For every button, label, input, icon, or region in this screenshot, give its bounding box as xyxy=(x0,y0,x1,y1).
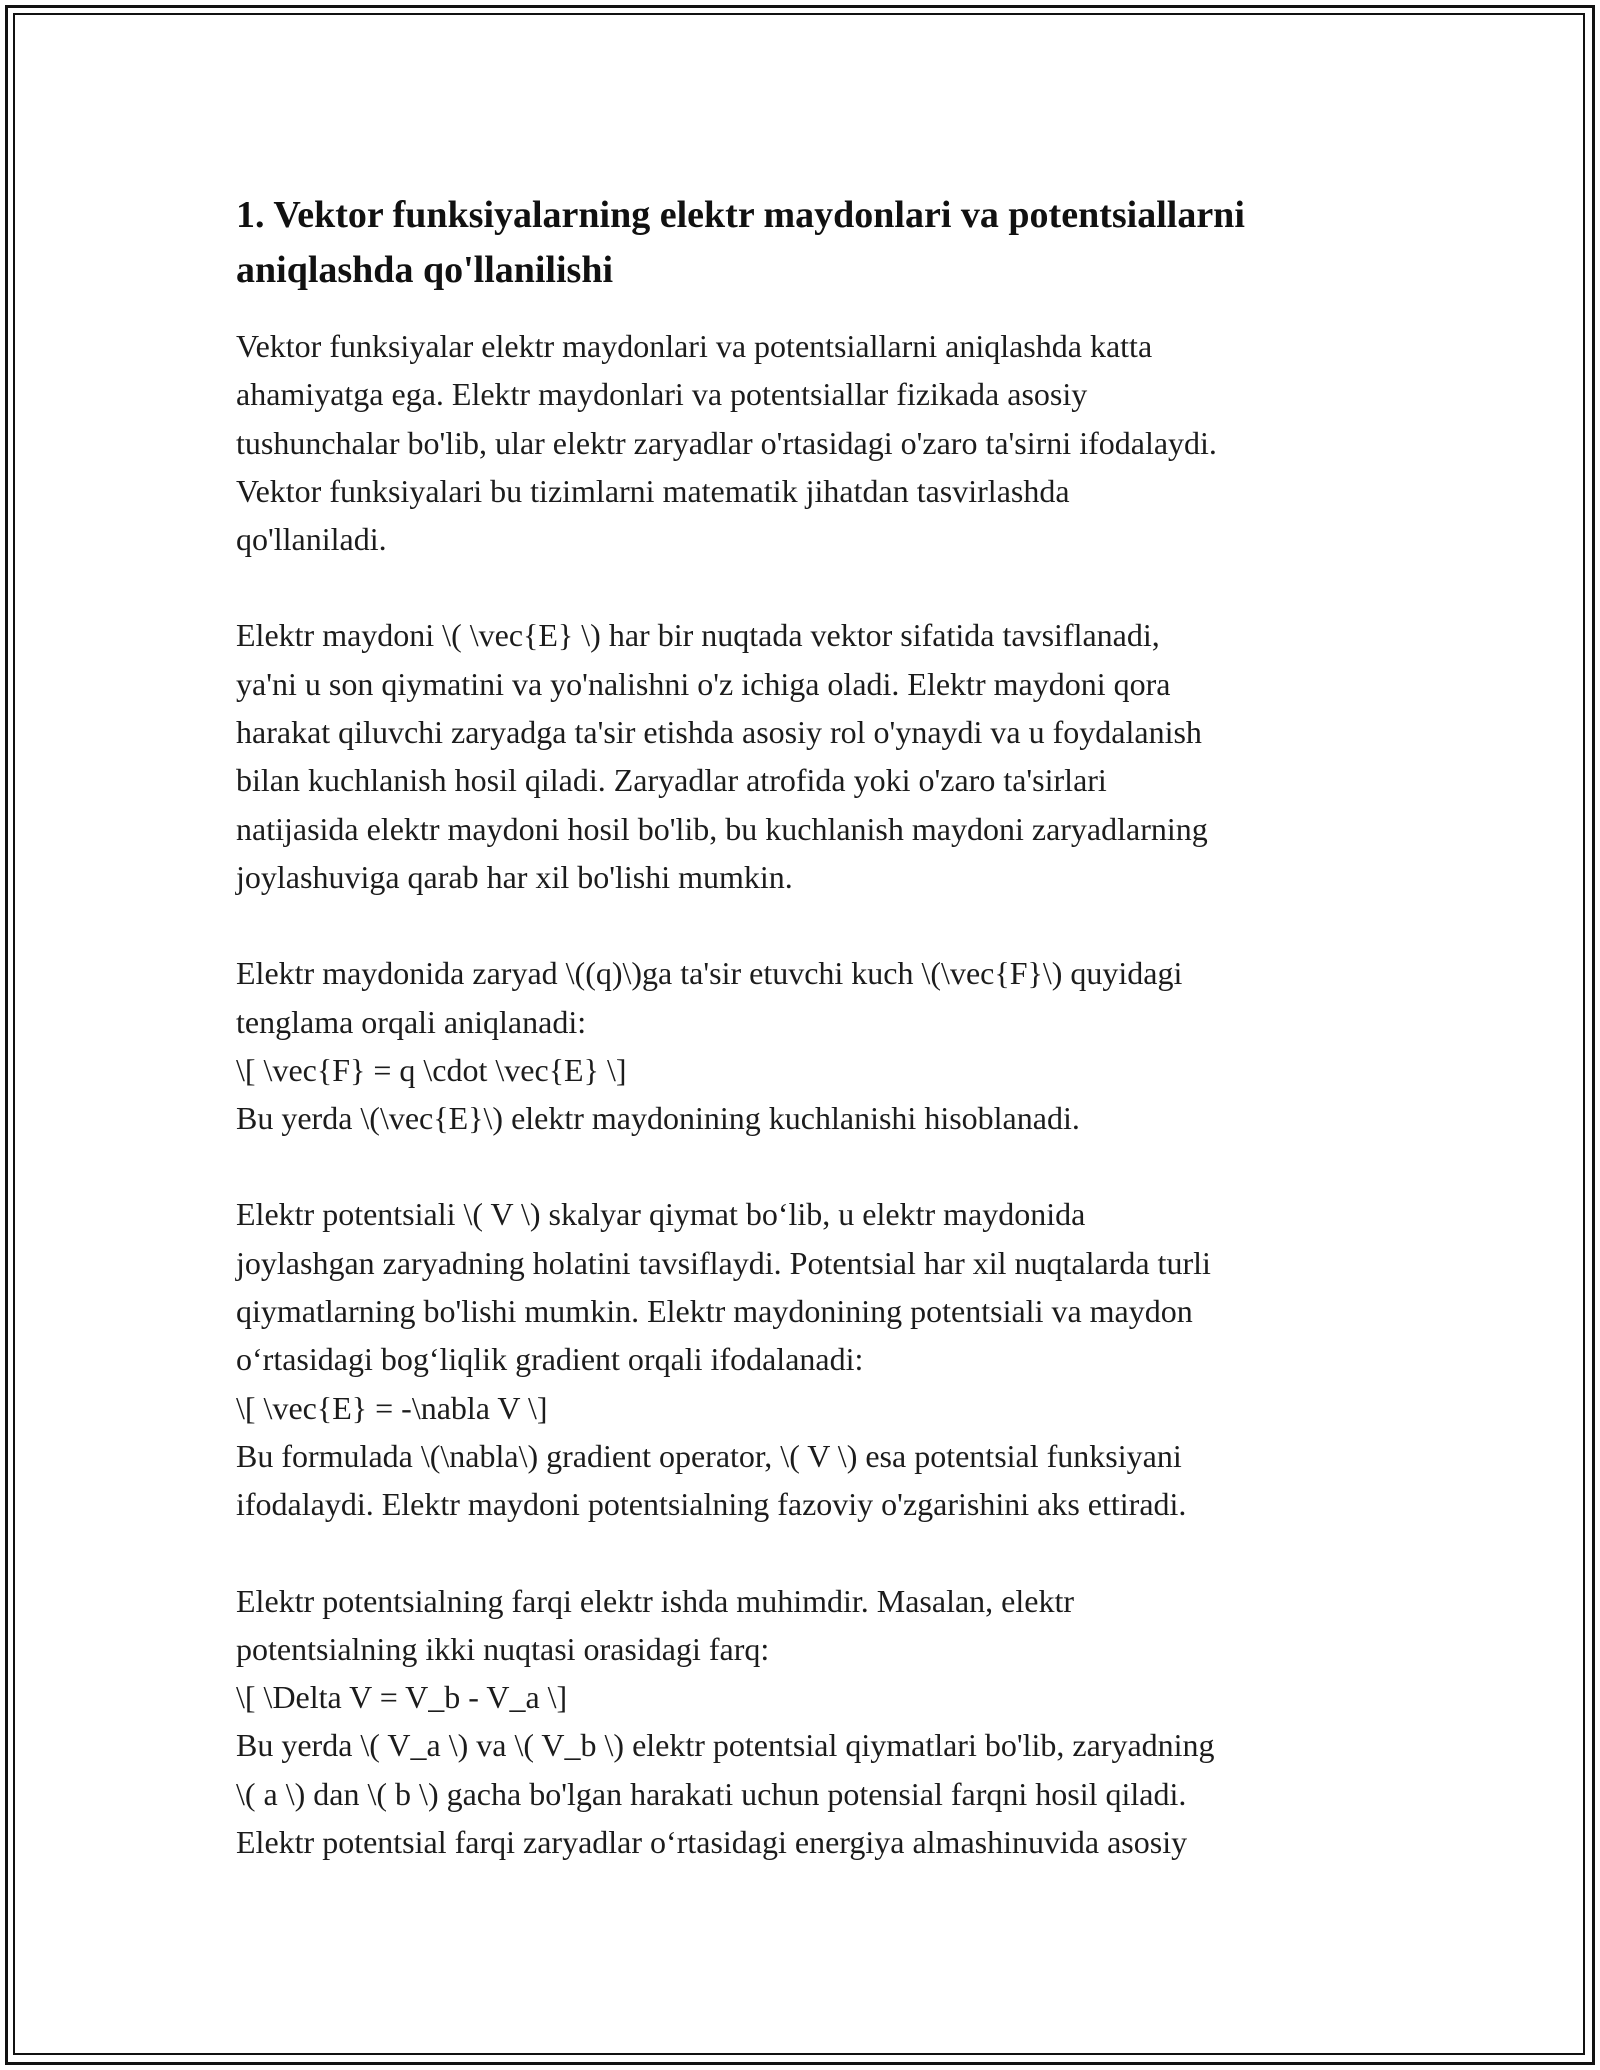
paragraph xyxy=(236,322,1366,563)
text-line: Bu yerda \( V_a \) va \( V_b \) elektr potentsial qiymatlari bo'lib, zaryadning xyxy=(236,1727,1215,1764)
paragraph xyxy=(236,1577,1366,1867)
text-line: qiymatlarning bo'lishi mumkin. Elektr maydonining potentsiali va maydon xyxy=(236,1293,1193,1330)
text-line: qo'llaniladi. xyxy=(236,521,387,558)
text-line: potentsialning ikki nuqtasi orasidagi farq: xyxy=(236,1630,770,1667)
text-line: joylashuviga qarab har xil bo'lishi mumkin. xyxy=(236,858,793,895)
text-line: joylashgan zaryadning holatini tavsiflaydi. Potentsial har xil nuqtalarda turli xyxy=(236,1244,1211,1281)
body-text xyxy=(236,322,1366,1866)
text-line: Elektr potentsial farqi zaryadlar o‘rtasidagi energiya almashinuvida asosiy xyxy=(236,1824,1188,1861)
text-line: natijasida elektr maydoni hosil bo'lib, bu kuchlanish maydoni zaryadlarning xyxy=(236,810,1208,847)
text-line: harakat qiluvchi zaryadga ta'sir etishda asosiy rol o'ynaydi va u foydalanish xyxy=(236,714,1202,751)
text-line: Elektr potentsiali \( V \) skalyar qiymat bo‘lib, u elektr maydonida xyxy=(236,1196,1086,1233)
paragraph xyxy=(236,949,1366,1142)
text-line: o‘rtasidagi bog‘liqlik gradient orqali ifodalanadi: xyxy=(236,1341,864,1378)
text-line: bilan kuchlanish hosil qiladi. Zaryadlar atrofida yoki o'zaro ta'sirlari xyxy=(236,762,1107,799)
text-line: Elektr maydonida zaryad \((q)\)ga ta'sir etuvchi kuch \(\vec{F}\) quyidagi xyxy=(236,955,1183,992)
text-line: tenglama orqali aniqlanadi: xyxy=(236,1003,587,1040)
text-line: Vektor funksiyalar elektr maydonlari va potentsiallarni aniqlashda katta xyxy=(236,328,1153,364)
text-line: Elektr maydoni \( \vec{E} \) har bir nuqtada vektor sifatida tavsiflanadi, xyxy=(236,617,1160,654)
text-line: tushunchalar bo'lib, ular elektr zaryadlar o'rtasidagi o'zaro ta'sirni ifodalaydi. xyxy=(236,424,1217,461)
section-heading xyxy=(236,188,1366,298)
document-content xyxy=(236,188,1366,1866)
formula-line: \[ \Delta V = V_b - V_a \] xyxy=(236,1679,568,1716)
text-line: Bu yerda \(\vec{E}\) elektr maydonining kuchlanishi hisoblanadi. xyxy=(236,1100,1080,1137)
text-line: Bu formulada \(\nabla\) gradient operator, \( V \) esa potentsial funksiyani xyxy=(236,1437,1182,1474)
text-line: ifodalaydi. Elektr maydoni potentsialning fazoviy o'zgarishini aks ettiradi. xyxy=(236,1486,1187,1523)
text-line: \( a \) dan \( b \) gacha bo'lgan harakati uchun potensial farqni hosil qiladi. xyxy=(236,1775,1187,1812)
heading-line: 1. Vektor funksiyalarning elektr maydonlari va potentsiallarni xyxy=(236,194,1245,236)
text-line: ahamiyatga ega. Elektr maydonlari va potentsiallar fizikada asosiy xyxy=(236,376,1088,413)
paragraph xyxy=(236,611,1366,901)
text-line: Vektor funksiyalari bu tizimlarni matematik jihatdan tasvirlashda xyxy=(236,472,1070,509)
text-line: ya'ni u son qiymatini va yo'nalishni o'z ichiga oladi. Elektr maydoni qora xyxy=(236,665,1171,702)
paragraph xyxy=(236,1190,1366,1528)
formula-line: \[ \vec{E} = -\nabla V \] xyxy=(236,1389,548,1426)
formula-line: \[ \vec{F} = q \cdot \vec{E} \] xyxy=(236,1051,627,1088)
text-line: Elektr potentsialning farqi elektr ishda muhimdir. Masalan, elektr xyxy=(236,1582,1074,1619)
heading-line: aniqlashda qo'llanilishi xyxy=(236,249,614,291)
